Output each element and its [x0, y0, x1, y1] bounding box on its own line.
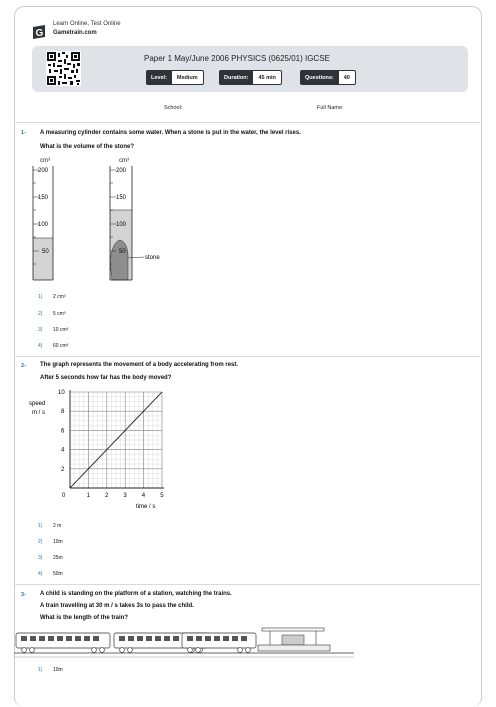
question-number: 2-: [21, 363, 26, 369]
option-number: 1): [38, 523, 43, 529]
x-tick-label: 0: [62, 493, 66, 499]
y-axis-label-unit: m / s: [32, 410, 45, 416]
station-platform: [258, 628, 330, 651]
school-field[interactable]: School:: [164, 105, 183, 111]
header-banner: [32, 46, 468, 92]
train-window: [164, 636, 170, 641]
tick-label: 200: [116, 168, 127, 174]
train-window: [214, 636, 220, 641]
option-3[interactable]: 25m: [53, 555, 63, 561]
question-text: A child is standing on the platform of a station, watching the trains.: [40, 591, 232, 597]
duration-value: 45 min: [253, 70, 281, 85]
x-tick-label: 2: [105, 493, 109, 499]
tick-label: 150: [116, 195, 127, 201]
train-wheel: [196, 648, 201, 653]
train-window: [173, 636, 179, 641]
cylinder-before: [33, 158, 53, 280]
duration-pill: [219, 70, 282, 85]
page-title: Paper 1 May/June 2006 PHYSICS (0625/01) IGCSE: [144, 54, 330, 63]
option-3[interactable]: 10 cm³: [53, 327, 69, 333]
train-window: [128, 636, 134, 641]
train-window: [196, 636, 202, 641]
tick-label: 150: [38, 195, 49, 201]
question-text: A train travelling at 30 m / s takes 3s to pass the child.: [40, 603, 194, 609]
train-wheel: [188, 648, 193, 653]
option-number: 4): [38, 343, 43, 349]
train-station-diagram: [14, 625, 354, 659]
level-value: Medium: [172, 70, 204, 85]
svg-text:G: G: [35, 28, 44, 39]
train-window: [146, 636, 152, 641]
duration-label: Duration:: [219, 70, 253, 85]
question-text: A measuring cylinder contains some water. When a stone is put in the water, the level rises.: [40, 130, 301, 136]
unit-label: cm³: [40, 158, 50, 164]
train-window: [93, 636, 99, 641]
option-number: 2): [38, 539, 43, 545]
train-wheel: [100, 648, 105, 653]
train-window: [137, 636, 143, 641]
train-window: [223, 636, 229, 641]
train-window: [57, 636, 63, 641]
y-tick-label: 10: [58, 390, 65, 396]
option-4[interactable]: 60 cm³: [53, 343, 69, 349]
train-wheel: [30, 648, 35, 653]
question-text: What is the length of the train?: [40, 615, 128, 621]
brand-link[interactable]: Gametrain.com: [53, 30, 97, 36]
train-window: [39, 636, 45, 641]
train-wheel: [120, 648, 125, 653]
option-number: 3): [38, 555, 43, 561]
question-text: The graph represents the movement of a body accelerating from rest.: [40, 362, 239, 368]
option-1[interactable]: 2 m: [53, 523, 62, 529]
train-window: [155, 636, 161, 641]
train-wheel: [128, 648, 133, 653]
qr-code-icon: [46, 51, 81, 86]
divider: [14, 584, 480, 585]
option-1[interactable]: 2 cm³: [53, 294, 66, 300]
level-pill: [146, 70, 204, 85]
tick-label: 50: [119, 249, 126, 255]
question-text: What is the volume of the stone?: [40, 144, 135, 150]
option-number: 4): [38, 571, 43, 577]
y-tick-label: 2: [61, 466, 65, 473]
option-number: 3): [38, 327, 43, 333]
train-window: [84, 636, 90, 641]
question-text: After 5 seconds how far has the body moved?: [40, 375, 172, 381]
train-window: [66, 636, 72, 641]
tick-label: 200: [38, 168, 49, 174]
x-axis-label: time / s: [136, 504, 156, 510]
tick-label: 50: [42, 249, 49, 255]
option-1[interactable]: 10m: [53, 667, 63, 673]
questions-value: 40: [339, 70, 356, 85]
unit-label: cm³: [119, 158, 129, 164]
train-window: [30, 636, 36, 641]
gametrain-logo-icon: [31, 24, 47, 40]
y-tick-label: 8: [61, 409, 65, 416]
stone-label: stone: [145, 255, 160, 261]
option-number: 2): [38, 311, 43, 317]
y-tick-label: 6: [61, 428, 65, 435]
train-window: [21, 636, 27, 641]
divider: [14, 122, 480, 123]
train-wheel: [22, 648, 27, 653]
x-tick-label: 1: [86, 493, 90, 499]
train-window: [187, 636, 193, 641]
train-window: [119, 636, 125, 641]
level-label: Level:: [146, 70, 172, 85]
train-window: [75, 636, 81, 641]
divider: [14, 356, 480, 357]
y-tick-label: 4: [61, 447, 65, 454]
x-tick-label: 4: [141, 493, 146, 499]
option-2[interactable]: 5 cm³: [53, 311, 66, 317]
speed-time-graph: [24, 384, 174, 512]
x-tick-label: 5: [160, 493, 164, 499]
measuring-cylinders-diagram: [24, 154, 194, 289]
option-number: 1): [38, 667, 43, 673]
full-name-field[interactable]: Full Name:: [317, 105, 344, 111]
train-wheel: [92, 648, 97, 653]
train-wheel: [238, 648, 243, 653]
cylinder-after: [110, 158, 160, 280]
option-number: 1): [38, 294, 43, 300]
train-window: [232, 636, 238, 641]
train-window: [205, 636, 211, 641]
train-window: [241, 636, 247, 641]
tick-label: 100: [116, 222, 127, 228]
y-axis-label: speed: [29, 401, 46, 407]
train-wheel: [246, 648, 251, 653]
brand-tagline: Learn Online, Test Online: [53, 21, 121, 27]
option-2[interactable]: 10m: [53, 539, 63, 545]
questions-label: Questions:: [300, 70, 339, 85]
question-number: 1-: [21, 130, 26, 136]
x-tick-label: 3: [123, 493, 127, 499]
train-illustration: [16, 633, 256, 652]
question-number: 3-: [21, 592, 26, 598]
tick-label: 100: [38, 222, 49, 228]
option-4[interactable]: 50m: [53, 571, 63, 577]
questions-pill: [300, 70, 356, 85]
train-window: [48, 636, 54, 641]
